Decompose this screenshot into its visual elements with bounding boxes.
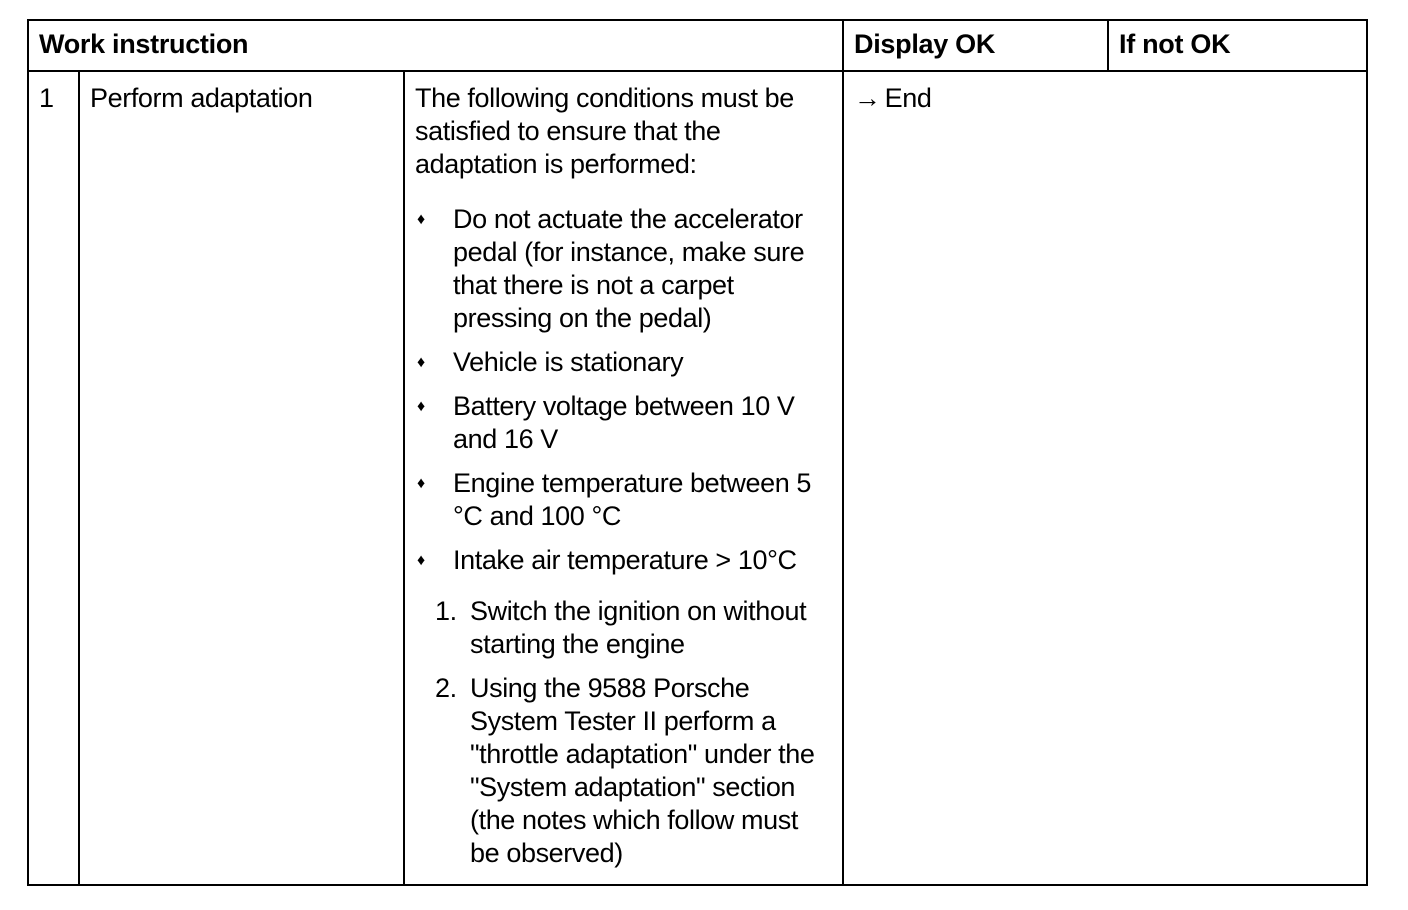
diamond-bullet-icon: ♦ — [417, 398, 425, 415]
steps-list — [415, 595, 834, 870]
list-item — [415, 672, 834, 870]
display-ok-cell — [843, 71, 1367, 885]
table-row — [28, 71, 1367, 885]
list-item — [415, 595, 834, 661]
header-row — [28, 20, 1367, 71]
diamond-bullet-icon: ♦ — [417, 211, 425, 228]
arrow-right-icon: → — [854, 83, 881, 113]
work-instruction-table — [27, 19, 1368, 886]
conditions-list — [415, 203, 834, 577]
list-item — [415, 467, 834, 533]
condition-text: Vehicle is stationary — [453, 347, 684, 377]
list-item — [415, 203, 834, 335]
header-display-ok: Display OK — [843, 20, 1108, 71]
header-if-not-ok: If not OK — [1108, 20, 1367, 71]
list-item — [415, 390, 834, 456]
condition-text: Battery voltage between 10 V and 16 V — [453, 391, 795, 454]
step-text: Switch the ignition on without starting the engine — [470, 596, 807, 659]
display-ok-text: End — [884, 83, 932, 113]
condition-text: Intake air temperature > 10°C — [453, 545, 797, 575]
diamond-bullet-icon: ♦ — [417, 354, 425, 371]
header-work-instruction: Work instruction — [28, 20, 843, 71]
list-item — [415, 544, 834, 577]
step-index: 1. — [435, 596, 457, 626]
conditions-intro: The following conditions must be satisfied to ensure that the adaptation is performed: — [415, 83, 794, 179]
task-name: Perform adaptation — [79, 71, 404, 885]
diamond-bullet-icon: ♦ — [417, 552, 425, 569]
step-index: 2. — [435, 673, 457, 703]
step-text: Using the 9588 Porsche System Tester II perform a "throttle adaptation" under the "System adaptation" section (the notes which follow must be observed) — [470, 673, 815, 868]
diamond-bullet-icon: ♦ — [417, 475, 425, 492]
condition-text: Engine temperature between 5 °C and 100 °C — [453, 468, 812, 531]
instruction-cell — [404, 71, 843, 885]
step-number: 1 — [28, 71, 79, 885]
list-item — [415, 346, 834, 379]
condition-text: Do not actuate the accelerator pedal (for instance, make sure that there is not a carpet pressing on the pedal) — [453, 204, 805, 333]
